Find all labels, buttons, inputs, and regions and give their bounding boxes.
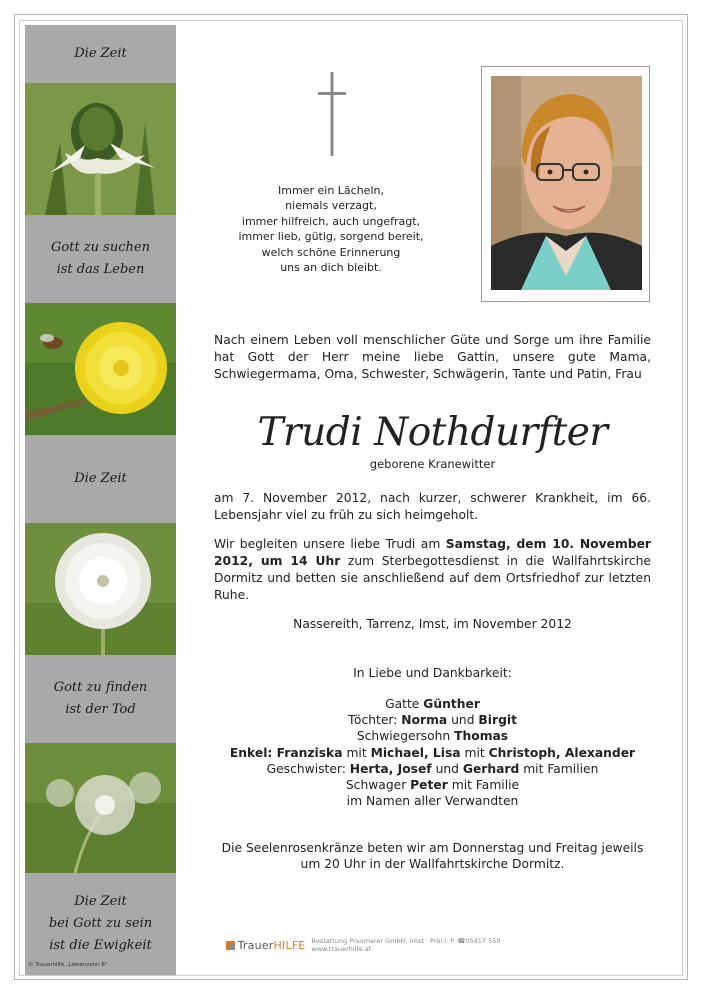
sidebar-panel-5-text: Die Zeit bei Gott zu sein ist die Ewigkeit: [48, 894, 153, 953]
mourner-line-daughters: Töchter: Norma und Birgit: [348, 713, 517, 728]
mourner-line-spouse: Gatte Günther: [385, 697, 480, 711]
sidebar-panel-2-text: Gott zu suchen ist das Leben: [51, 240, 150, 277]
rosary-text: Die Seelenrosenkränze beten wir am Donnerstag und Freitag jeweils um 20 Uhr in der Wallfahrtskirche Dormitz.: [221, 841, 644, 872]
death-text: am 7. November 2012, nach kurzer, schwerer Krankheit, im 66. Lebensjahr viel zu früh zu sich heimgeholt.: [214, 491, 651, 522]
trauerhilfe-logo-icon: [226, 941, 235, 950]
trauerhilfe-logo: TrauerHILFE: [237, 938, 306, 952]
deceased-name: Trudi Nothdurfter: [257, 410, 608, 455]
sidebar-panel-1: [25, 25, 176, 83]
photo-dandelion-bud: [25, 83, 176, 215]
funeral-text-a: Wir begleiten unsere liebe Trudi am: [214, 537, 446, 551]
photo-dandelion-seedhead: [25, 523, 176, 655]
mourner-line-brotherinlaw: Schwager Peter mit Familie: [345, 778, 520, 793]
place-date: Nassereith, Tarrenz, Imst, im November 2012: [293, 617, 572, 631]
photo-dandelion-flower: [25, 303, 176, 435]
mourner-line-relatives: im Namen aller Verwandten: [346, 794, 519, 809]
maiden-name: geborene Kranewitter: [369, 457, 496, 471]
sidebar-panel-2: [25, 215, 176, 303]
sidebar: [25, 25, 176, 975]
sidebar-panel-4: [25, 655, 176, 743]
photo-dandelion-blowing: [25, 743, 176, 873]
sidebar-panel-4-text: Gott zu finden ist der Tod: [53, 680, 148, 717]
sidebar-panel-3: [25, 435, 176, 523]
memorial-verse: Immer ein Lächeln, niemals verzagt, immer hilfreich, auch ungefragt, immer lieb, gütig, sorgend bereit, welch schöne Erinnerung uns an dich bleibt.: [238, 184, 424, 275]
funeral-date: Samstag, dem 10. November 2012, um 14 Uhr: [214, 537, 651, 568]
footer-company-info: Bestattung Praxmarer GmbH, Imst · Pröl i. P. ☎05417 550 · www.trauerhilfe.at: [311, 937, 505, 953]
intro-text: Nach einem Leben voll menschlicher Güte und Sorge um ihre Familie hat Gott der Herr meine liebe Gattin, unsere gute Mama, Schwiegermama, Oma, Schwester, Schwägerin, Tante und Patin, Frau: [214, 333, 651, 381]
mourner-line-soninlaw: Schwiegersohn Thomas: [356, 729, 509, 744]
sidebar-panel-3-text: Die Zeit: [74, 471, 127, 486]
mourner-line-grandchildren: Enkel: Franziska mit Michael, Lisa mit Christoph, Alexander: [229, 745, 636, 760]
sidebar-panel-5: [25, 873, 176, 975]
mourners-list: [214, 696, 651, 809]
cross-icon: [318, 72, 346, 156]
funeral-text-b: zum Sterbegottesdienst in die Wallfahrtskirche Dormitz und betten sie anschließend auf dem Ortsfriedhof zur letzten Ruhe.: [214, 554, 651, 602]
portrait-photo: [491, 76, 642, 290]
sidebar-panel-1-text: Die Zeit: [74, 46, 127, 61]
copyright-note: © Trauerhilfe „Löwenzahn 8“: [28, 962, 108, 968]
mourner-line-siblings: Geschwister: Herta, Josef und Gerhard mit Familien: [266, 761, 599, 776]
funeral-text: [214, 536, 651, 604]
footer: [226, 938, 556, 952]
gratitude-line: In Liebe und Dankbarkeit:: [353, 666, 512, 680]
